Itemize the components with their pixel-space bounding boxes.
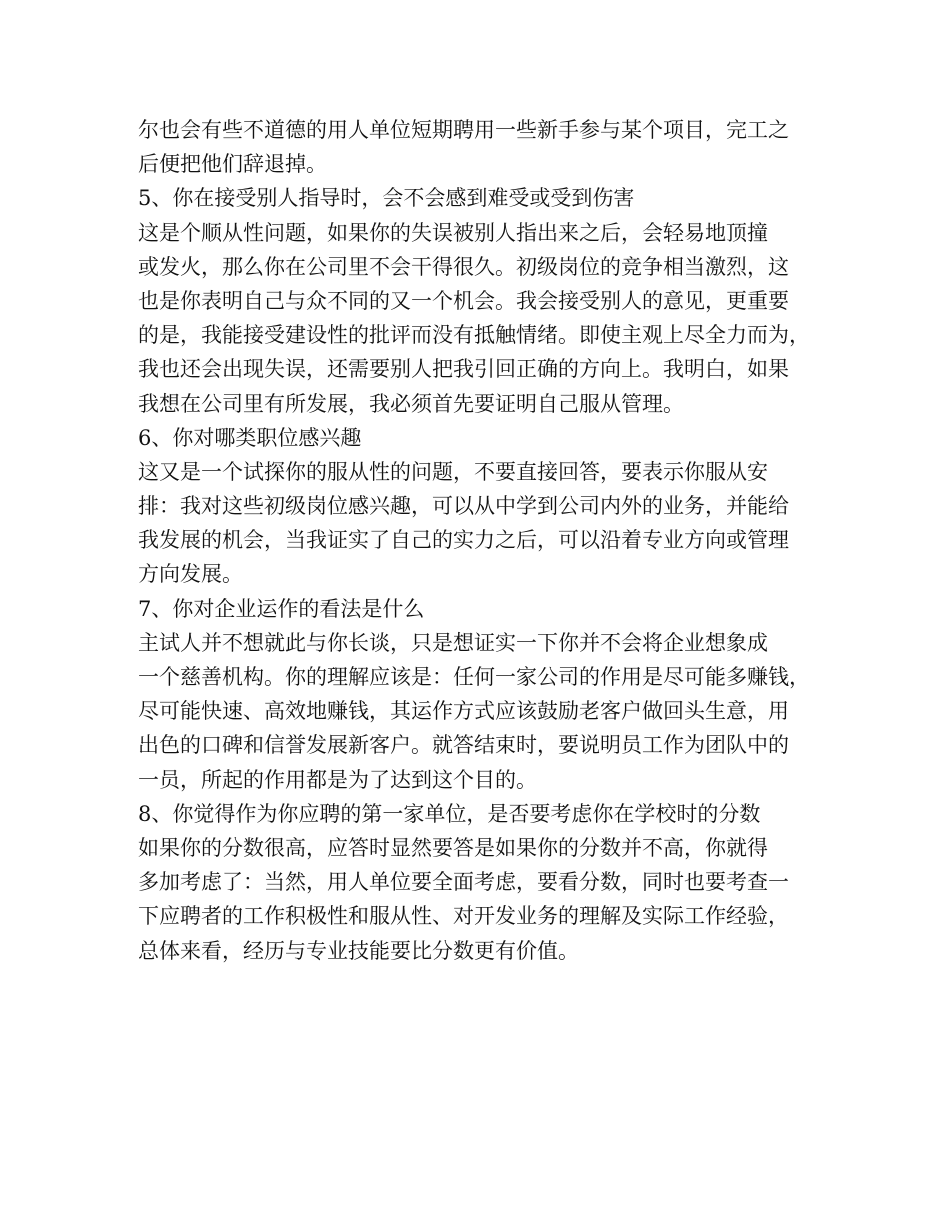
document-body xyxy=(138,113,828,968)
text-line: 出色的口碑和信誉发展新客户。就答结束时，要说明员工作为团队中的 xyxy=(138,733,789,758)
text-line: 一个慈善机构。你的理解应该是：任何一家公司的作用是尽可能多赚钱， xyxy=(138,665,810,689)
text-line: 尽可能快速、高效地赚钱，其运作方式应该鼓励老客户做回头生意，用 xyxy=(138,699,789,724)
text-line: 也是你表明自己与众不同的又一个机会。我会接受别人的意见，更重要 xyxy=(138,288,789,313)
text-line: 我也还会出现失误，还需要别人把我引回正确的方向上。我明白，如果 xyxy=(138,357,789,382)
text-line: 尔也会有些不道德的用人单位短期聘用一些新手参与某个项目，完工之 xyxy=(138,118,789,142)
question-heading-5: 5、你在接受别人指导时，会不会感到难受或受到伤害 xyxy=(138,186,635,211)
text-line: 排：我对这些初级岗位感兴趣，可以从中学到公司内外的业务，并能给 xyxy=(138,494,789,519)
text-line: 的是，我能接受建设性的批评而没有抵触情绪。即使主观上尽全力而为， xyxy=(138,323,810,348)
text-line: 后便把他们辞退掉。 xyxy=(138,152,327,177)
text-line: 总体来看，经历与专业技能要比分数更有价值。 xyxy=(138,938,579,963)
text-line: 如果你的分数很高，应答时显然要答是如果你的分数并不高，你就得 xyxy=(138,835,768,860)
text-line: 我发展的机会，当我证实了自己的实力之后，可以沿着专业方向或管理 xyxy=(138,528,789,553)
question-heading-6: 6、你对哪类职位感兴趣 xyxy=(138,425,362,450)
text-line: 方向发展。 xyxy=(138,562,243,587)
text-line: 一员，所起的作用都是为了达到这个目的。 xyxy=(138,767,537,792)
text-line: 我想在公司里有所发展，我必须首先要证明自己服从管理。 xyxy=(138,391,684,416)
text-line: 或发火，那么你在公司里不会干得很久。初级岗位的竞争相当激烈，这 xyxy=(138,254,789,279)
text-line: 这是个顺从性问题，如果你的失误被别人指出来之后，会轻易地顶撞 xyxy=(138,220,768,245)
text-line: 多加考虑了：当然，用人单位要全面考虑，要看分数，同时也要考查一 xyxy=(138,870,789,895)
text-line: 主试人并不想就此与你长谈，只是想证实一下你并不会将企业想象成 xyxy=(138,630,768,655)
question-heading-7: 7、你对企业运作的看法是什么 xyxy=(138,596,425,621)
text-line: 这又是一个试探你的服从性的问题，不要直接回答，要表示你服从安 xyxy=(138,459,768,484)
text-line: 下应聘者的工作积极性和服从性、对开发业务的理解及实际工作经验， xyxy=(138,904,789,929)
question-heading-8: 8、你觉得作为你应聘的第一家单位，是否要考虑你在学校时的分数 xyxy=(138,801,761,826)
